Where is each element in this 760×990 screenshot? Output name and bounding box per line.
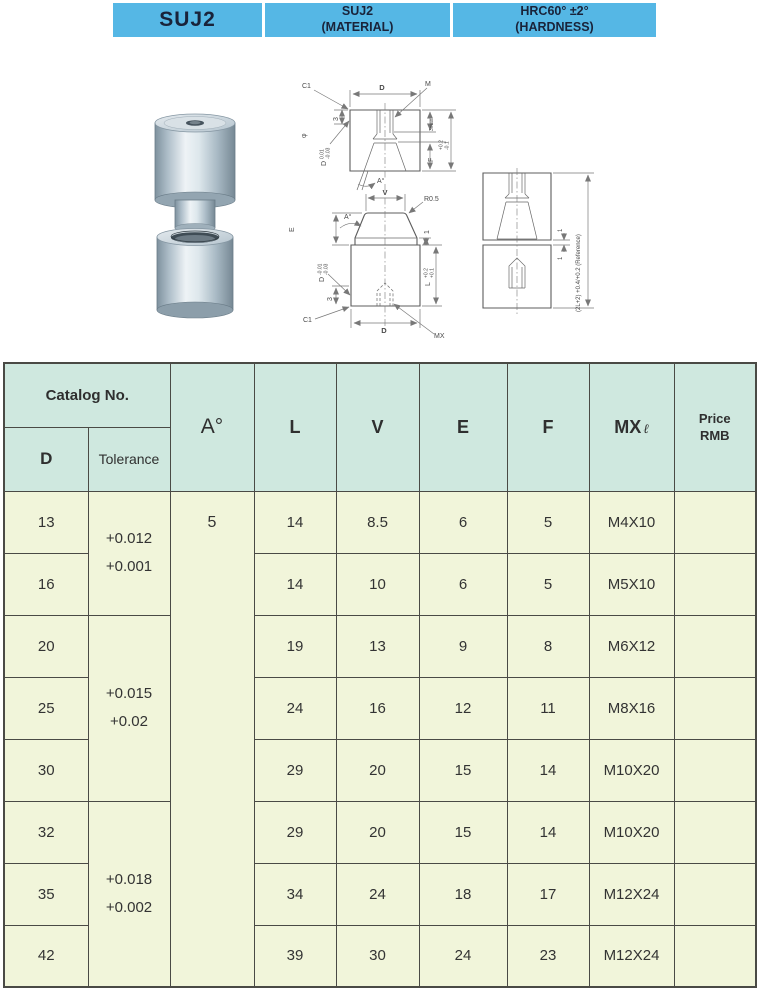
svg-text:+0.2: +0.2 xyxy=(423,268,430,278)
dim-label-1 xyxy=(424,230,431,234)
price-cell xyxy=(674,863,756,925)
svg-text:3: 3 xyxy=(327,297,334,301)
d-cell: 42 xyxy=(4,925,88,987)
svg-text:0.01: 0.01 xyxy=(319,149,326,159)
v-cell: 20 xyxy=(336,739,419,801)
price-cell xyxy=(674,925,756,987)
dim-label-a-angle: A° xyxy=(377,178,385,185)
f-cell: 5 xyxy=(507,553,589,615)
part-name-box xyxy=(113,3,262,37)
l-cell: 24 xyxy=(254,677,336,739)
f-cell: 8 xyxy=(507,615,589,677)
price-cell xyxy=(674,677,756,739)
svg-text:D: D xyxy=(321,160,328,166)
mx-cell: M5X10 xyxy=(589,553,674,615)
dim-label-f xyxy=(428,158,435,162)
spec-table xyxy=(3,362,757,988)
dim-label-gap-1a xyxy=(558,228,564,232)
col-header-v: V xyxy=(336,363,419,491)
d-cell: 13 xyxy=(4,491,88,553)
dim-label-a-angle-2: A° xyxy=(344,214,352,221)
drawing-section-view xyxy=(301,81,456,190)
hardness-value: HRC60° ±2° xyxy=(520,4,589,19)
col-header-catalog: Catalog No. xyxy=(4,363,170,427)
v-cell: 13 xyxy=(336,615,419,677)
e-cell: 15 xyxy=(419,801,507,863)
mx-cell: M10X20 xyxy=(589,739,674,801)
price-cell xyxy=(674,739,756,801)
tolerance-cell: +0.015 +0.02 xyxy=(88,615,170,801)
d-cell: 35 xyxy=(4,863,88,925)
dim-label-tolerance-right xyxy=(439,140,451,150)
tolerance-cell: +0.018 +0.002 xyxy=(88,801,170,987)
svg-text:-0.03: -0.03 xyxy=(325,147,332,159)
dim-label-l-tolerance xyxy=(424,268,436,286)
f-cell: 23 xyxy=(507,925,589,987)
v-cell: 20 xyxy=(336,801,419,863)
product-photo xyxy=(140,110,250,322)
dim-label-d-tolerance-2 xyxy=(318,263,330,282)
f-cell: 14 xyxy=(507,739,589,801)
mx-cell: M6X12 xyxy=(589,615,674,677)
table-row xyxy=(4,491,756,553)
dim-label-3-bottom xyxy=(327,297,334,301)
v-cell: 30 xyxy=(336,925,419,987)
svg-text:(2L+2) +0.4/+0.2 (Reference): (2L+2) +0.4/+0.2 (Reference) xyxy=(576,234,582,312)
svg-text:-0.1: -0.1 xyxy=(444,141,451,150)
l-cell: 39 xyxy=(254,925,336,987)
col-header-mx: MX ℓ xyxy=(589,363,674,491)
material-box xyxy=(265,3,450,37)
phi-symbol: φ xyxy=(301,133,308,138)
svg-text:L: L xyxy=(425,282,432,286)
dim-label-m: M xyxy=(425,81,431,88)
technical-drawings xyxy=(278,76,618,366)
part-name: SUJ2 xyxy=(159,8,216,31)
dim-label-c1-2: C1 xyxy=(303,317,312,324)
tolerance-cell: +0.012 +0.001 xyxy=(88,491,170,615)
e-cell: 12 xyxy=(419,677,507,739)
mx-cell: M12X24 xyxy=(589,925,674,987)
f-cell: 17 xyxy=(507,863,589,925)
col-header-e: E xyxy=(419,363,507,491)
dim-label-d-top: D xyxy=(379,83,385,92)
e-cell: 24 xyxy=(419,925,507,987)
price-cell xyxy=(674,491,756,553)
table-row xyxy=(4,801,756,863)
mx-cell: M12X24 xyxy=(589,863,674,925)
d-cell: 16 xyxy=(4,553,88,615)
bushing-photo xyxy=(157,229,233,319)
price-cell xyxy=(674,801,756,863)
col-header-l: L xyxy=(254,363,336,491)
drawing-assembly-view xyxy=(483,168,594,314)
svg-text:1: 1 xyxy=(424,230,431,234)
mx-cell: M4X10 xyxy=(589,491,674,553)
col-header-d: D xyxy=(4,427,88,491)
hardness-label: (HARDNESS) xyxy=(515,20,594,34)
material-value: SUJ2 xyxy=(341,4,374,19)
material-label: (MATERIAL) xyxy=(321,20,394,34)
pin-photo xyxy=(155,114,235,233)
col-header-f: F xyxy=(507,363,589,491)
drawing-front-view xyxy=(289,184,445,340)
col-header-tolerance: Tolerance xyxy=(88,427,170,491)
svg-text:-0.01: -0.01 xyxy=(317,263,324,275)
svg-text:+0.1: +0.1 xyxy=(429,268,436,278)
svg-text:E: E xyxy=(289,227,296,232)
l-cell: 19 xyxy=(254,615,336,677)
l-cell: 14 xyxy=(254,491,336,553)
l-cell: 29 xyxy=(254,739,336,801)
l-cell: 34 xyxy=(254,863,336,925)
mx-cell: M10X20 xyxy=(589,801,674,863)
f-cell: 11 xyxy=(507,677,589,739)
title-bar xyxy=(113,3,656,37)
dim-label-reference xyxy=(576,234,582,312)
f-cell: 5 xyxy=(507,491,589,553)
dim-label-d-bottom: D xyxy=(381,326,387,335)
dim-label-v: V xyxy=(382,188,388,197)
v-cell: 16 xyxy=(336,677,419,739)
dim-label-c1: C1 xyxy=(302,83,311,90)
e-cell: 18 xyxy=(419,863,507,925)
svg-text:1: 1 xyxy=(558,256,564,260)
d-cell: 20 xyxy=(4,615,88,677)
v-cell: 10 xyxy=(336,553,419,615)
col-header-a: A° xyxy=(170,363,254,491)
a-value-cell: 5 xyxy=(170,491,254,987)
d-cell: 32 xyxy=(4,801,88,863)
svg-text:1: 1 xyxy=(558,228,564,232)
svg-text:D: D xyxy=(319,276,326,282)
dim-label-3: 3 xyxy=(333,117,340,121)
l-cell: 29 xyxy=(254,801,336,863)
svg-text:-0.03: -0.03 xyxy=(323,263,330,275)
price-cell xyxy=(674,615,756,677)
f-cell: 14 xyxy=(507,801,589,863)
l-cell: 14 xyxy=(254,553,336,615)
svg-text:3max: 3max xyxy=(429,118,435,131)
hardness-box xyxy=(453,3,656,37)
e-cell: 6 xyxy=(419,553,507,615)
dim-label-3max xyxy=(429,118,435,131)
col-header-price: Price RMB xyxy=(674,363,756,491)
dim-label-mx: MX xyxy=(434,333,445,340)
dim-label-gap-1b xyxy=(558,256,564,260)
mx-cell: M8X16 xyxy=(589,677,674,739)
v-cell: 24 xyxy=(336,863,419,925)
e-cell: 15 xyxy=(419,739,507,801)
svg-text:F: F xyxy=(428,157,435,162)
d-cell: 25 xyxy=(4,677,88,739)
v-cell: 8.5 xyxy=(336,491,419,553)
table-row xyxy=(4,615,756,677)
e-cell: 6 xyxy=(419,491,507,553)
d-cell: 30 xyxy=(4,739,88,801)
dim-label-d-tolerance xyxy=(320,147,332,166)
dim-label-e xyxy=(289,227,296,232)
price-cell xyxy=(674,553,756,615)
e-cell: 9 xyxy=(419,615,507,677)
dim-label-r05: R0.5 xyxy=(424,196,439,203)
svg-text:+0.2: +0.2 xyxy=(438,140,445,150)
